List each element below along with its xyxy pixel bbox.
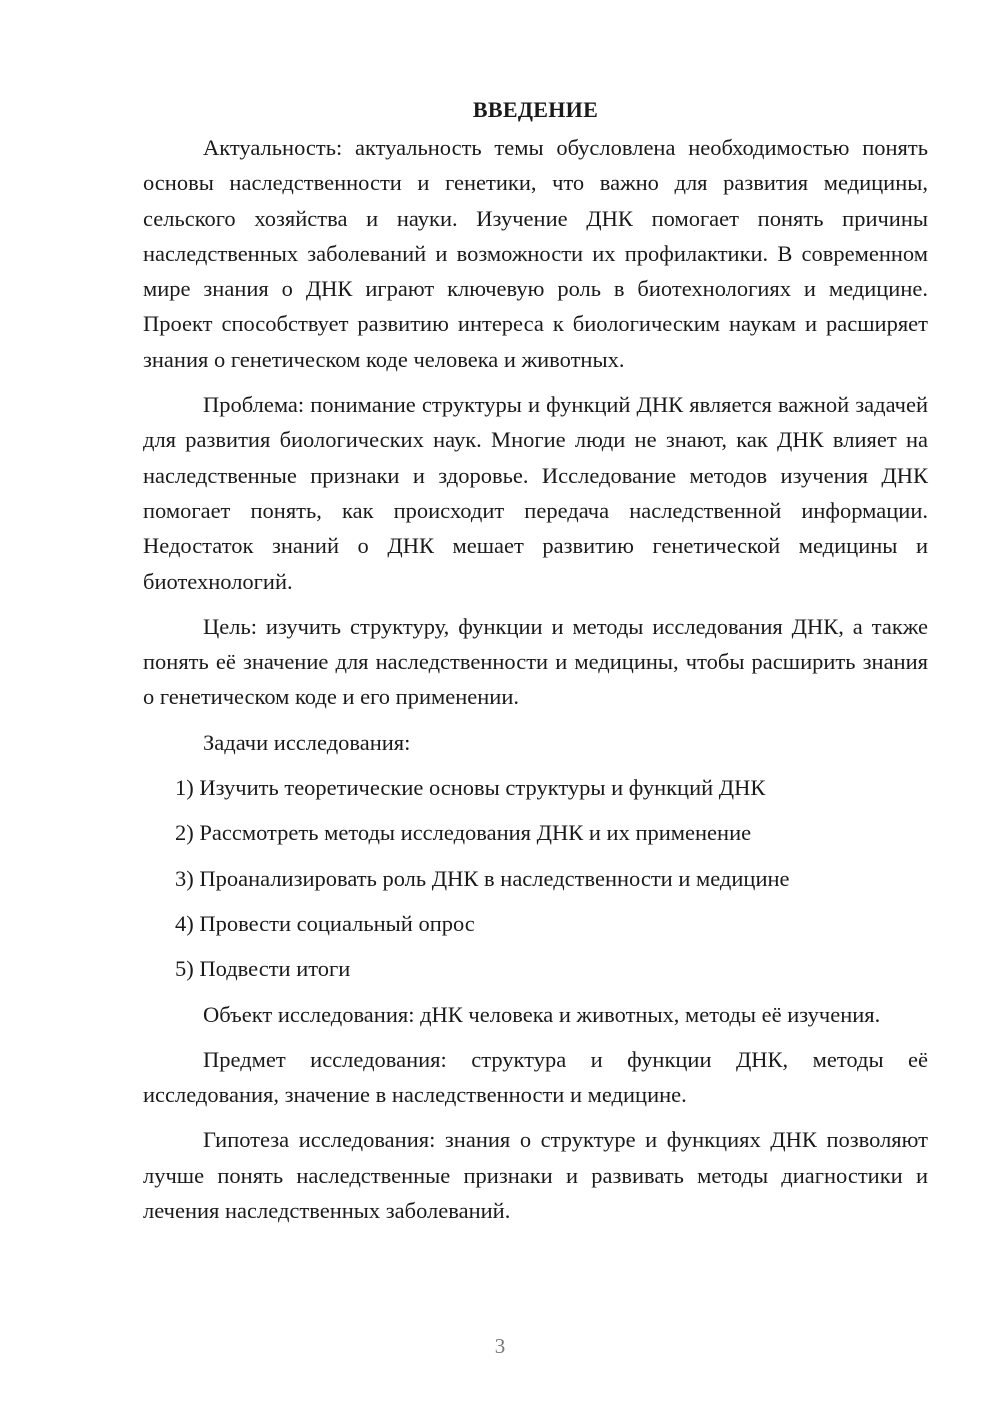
task-item: 2) Рассмотреть методы исследования ДНК и их применение [175, 820, 752, 846]
task-item: 3) Проанализировать роль ДНК в наследственности и медицине [175, 865, 790, 891]
page-content [143, 92, 928, 1238]
paragraph-subject: Предмет исследования: структура и функции ДНК, методы её исследования, значение в наследственности и медицине. [143, 1046, 928, 1108]
paragraph-object: Объект исследования: дНК человека и животных, методы её изучения. [203, 1001, 881, 1027]
paragraph-relevance: Актуальность: актуальность темы обусловлена необходимостью понять основы наследственности и генетики, что важно для развития медицины, сельского хозяйства и науки. Изучение ДНК помогает понять причины наследственных заболеваний и возможности их профилактики. В современном мире знания о ДНК играют ключевую роль в биотехнологиях и медицине. Проект способствует развитию интереса к биологическим наукам и расширяет знания о генетическом коде человека и животных. [143, 135, 928, 372]
tasks-heading: Задачи исследования: [203, 729, 411, 755]
paragraph-hypothesis: Гипотеза исследования: знания о структуре и функциях ДНК позволяют лучше понять наследственные признаки и развивать методы диагностики и лечения наследственных заболеваний. [143, 1127, 928, 1224]
paragraph-goal: Цель: изучить структуру, функции и методы исследования ДНК, а также понять её значение для наследственности и медицины, чтобы расширить знания о генетическом коде и его применении. [143, 613, 928, 710]
paragraph-problem: Проблема: понимание структуры и функций ДНК является важной задачей для развития биологических наук. Многие люди не знают, как ДНК влияет на наследственные признаки и здоровье. Исследование методов изучения ДНК помогает понять, как происходит передача наследственной информации. Недостаток знаний о ДНК мешает развитию генетической медицины и биотехнологий. [143, 392, 928, 594]
task-item: 5) Подвести итоги [175, 956, 351, 982]
task-item: 4) Провести социальный опрос [175, 910, 475, 936]
tasks-list [143, 770, 928, 986]
section-title: ВВЕДЕНИЕ [472, 97, 599, 122]
task-item: 1) Изучить теоретические основы структуры и функций ДНК [175, 775, 766, 801]
page-number: 3 [494, 1334, 506, 1358]
